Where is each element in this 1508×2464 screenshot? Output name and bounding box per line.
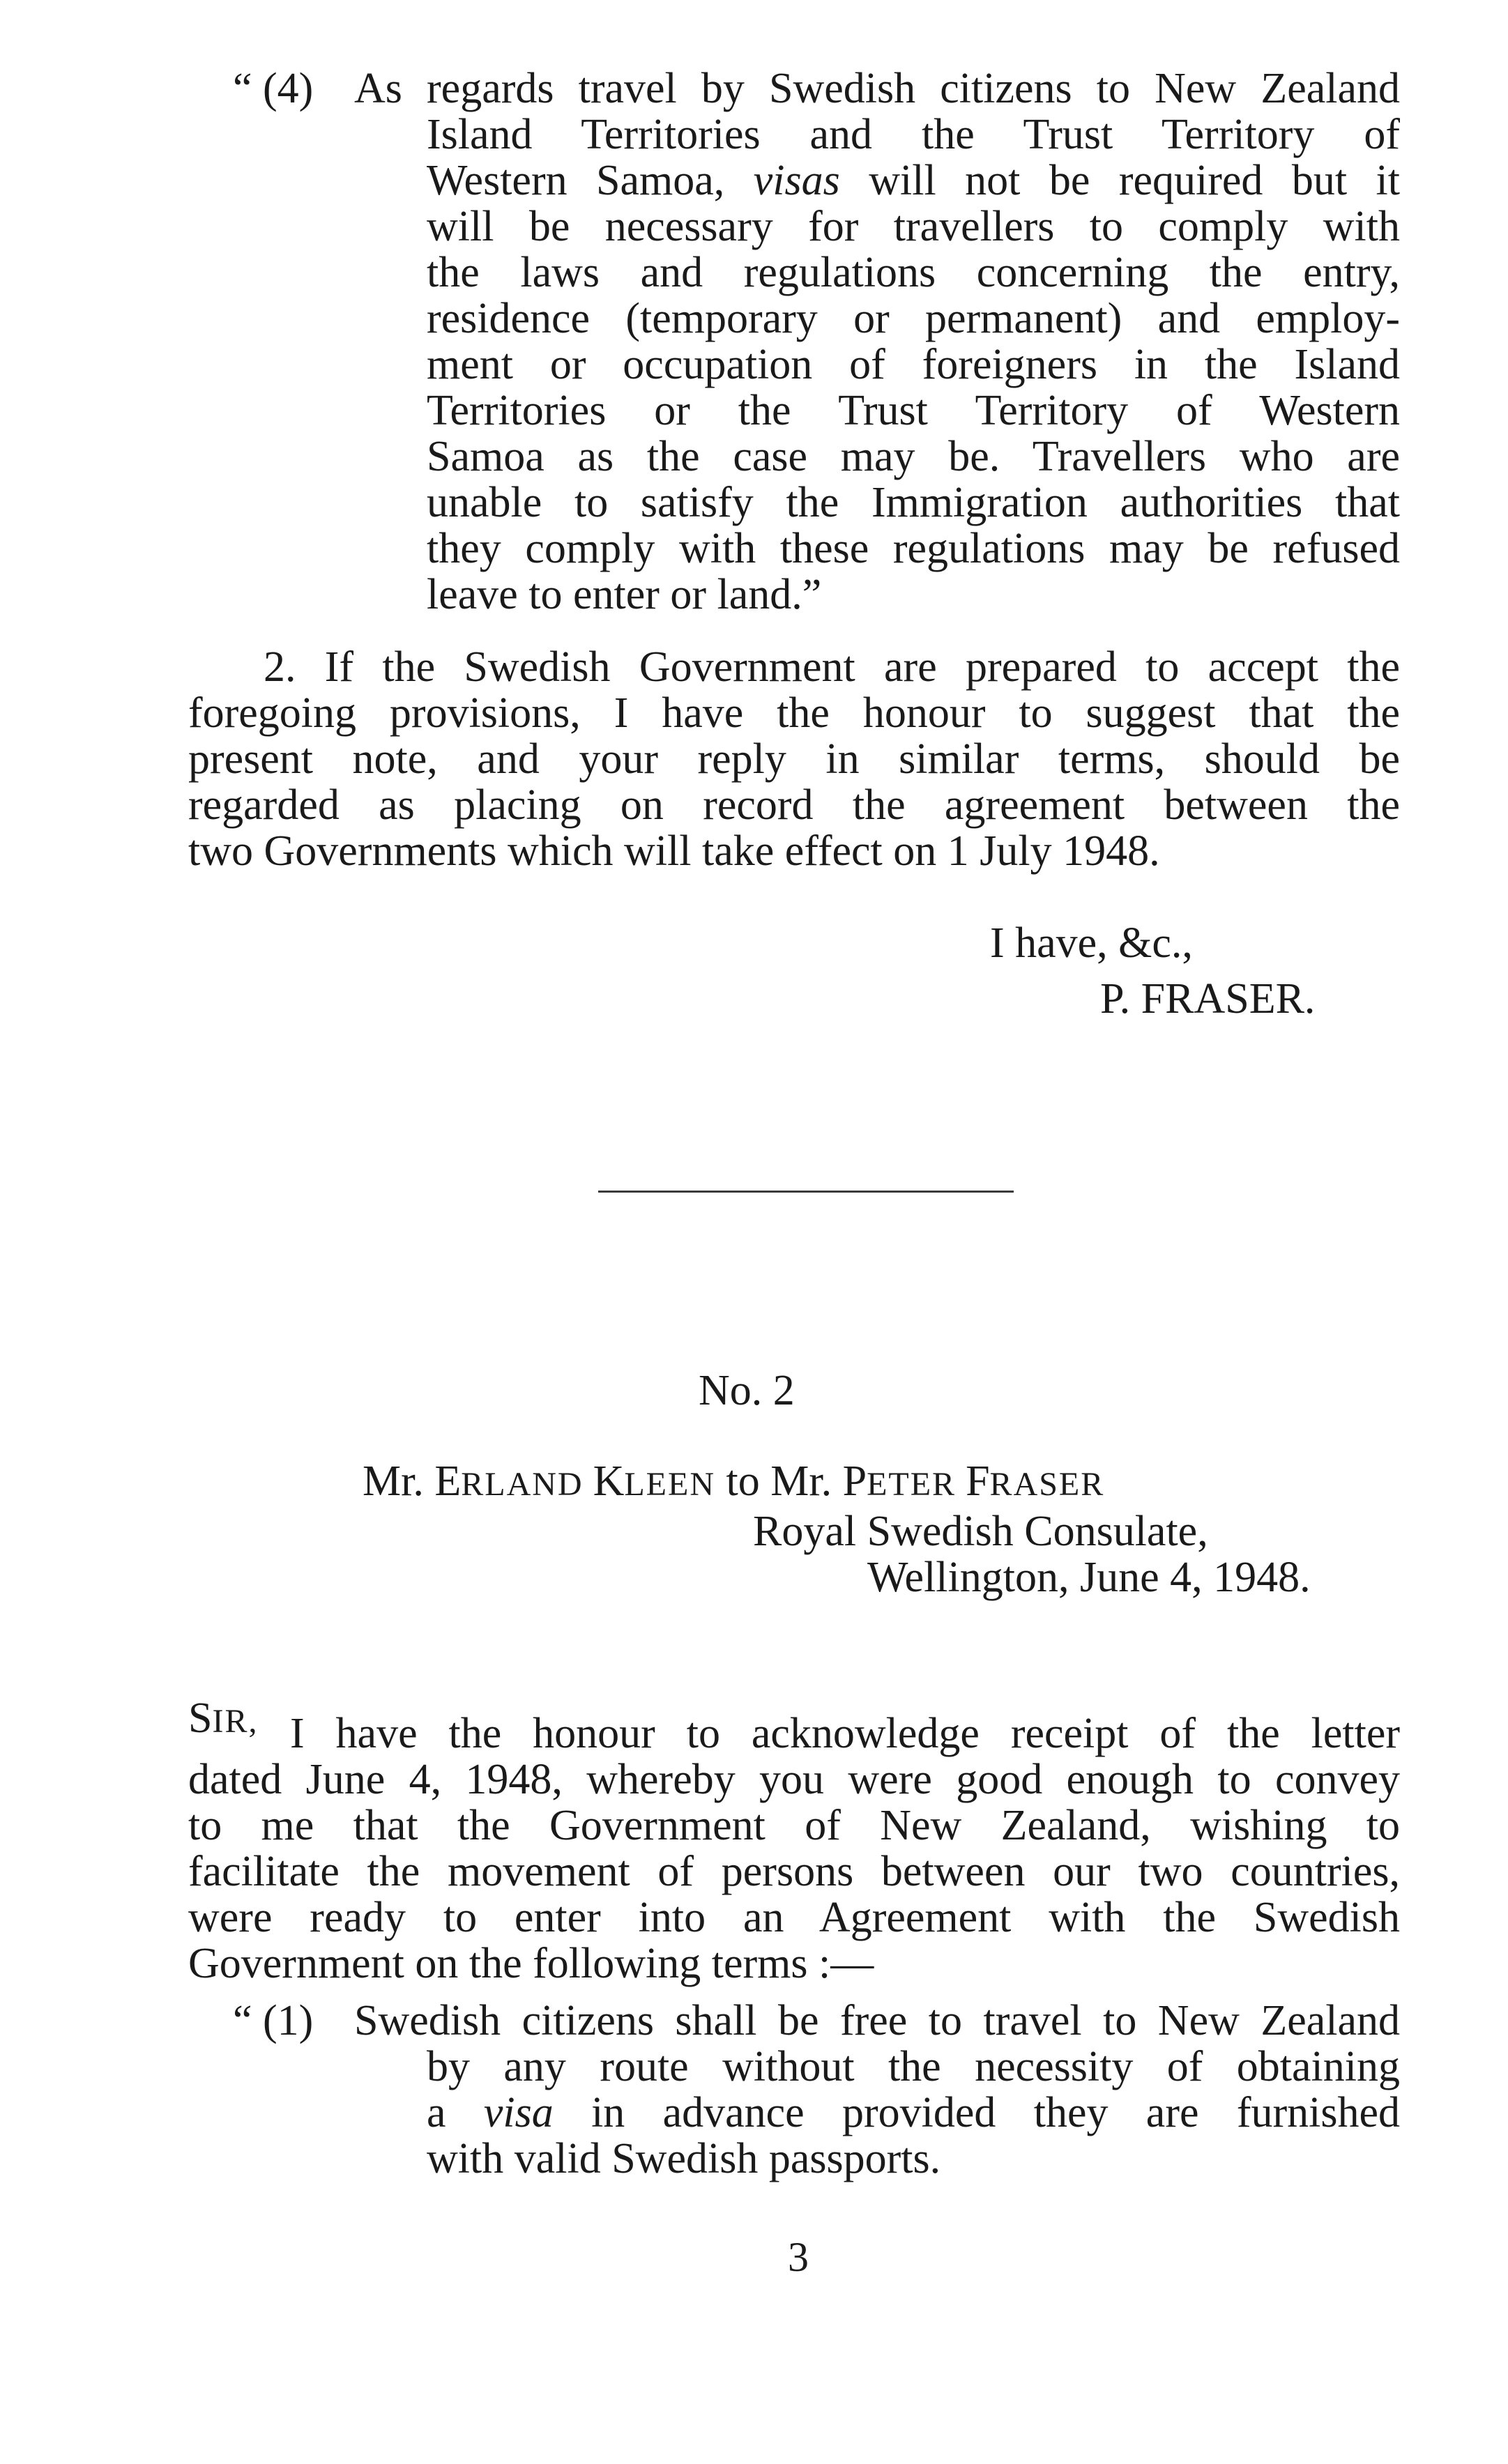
heading-part: P [842,1457,867,1505]
heading-part: RASER [989,1466,1105,1503]
heading-part: to [715,1457,771,1505]
clause-4-line-3 [427,158,1400,204]
clause-4-line-10: unable to satisfy the Immigration authorities that [427,479,1400,526]
clause-4-line-11: they comply with these regulations may be refused [427,525,1400,572]
clause-4-line-4: will be necessary for travellers to comply with [427,203,1400,250]
visas-italic: visas [753,157,840,204]
heading-part: E [434,1457,462,1505]
body-line-1: I have the honour to acknowledge receipt of the letter [290,1710,1400,1757]
para-2-line-5: two Governments which will take effect on 1 July 1948. [188,827,1160,875]
body-line-6: Government on the following terms :— [188,1940,874,1987]
para-2-line-4: regarded as placing on record the agreement between the [188,781,1400,829]
heading-part: LEEN [624,1466,715,1503]
salutation-rest: IR, [212,1703,259,1740]
para-2-line-1: 2. If the Swedish Government are prepared to accept the [264,643,1400,691]
body-line-3: to me that the Government of New Zealand, wishing to [188,1802,1400,1849]
clause-4-line-3-b: will not be required but it [839,157,1400,204]
heading-part: r. [809,1457,843,1505]
heading-part: K [593,1457,625,1505]
heading-part: r. [401,1457,435,1505]
section-divider [598,1191,1014,1193]
page-number: 3 [788,2234,809,2280]
para-2-line-3: present note, and your reply in similar terms, should be [188,735,1400,783]
clause-4-line-5: the laws and regulations concerning the entry, [427,249,1400,296]
clause-4-line-12: leave to enter or land.” [427,571,822,618]
heading-part: RLAND [461,1466,593,1503]
visa-italic: visa [483,2089,554,2136]
heading-part: M [363,1457,402,1505]
document-number: No. 2 [699,1367,795,1414]
salutation [188,1695,258,1745]
clause-4-line-7: ment or occupation of foreigners in the Island [427,341,1400,388]
clause-1-line-3-b: in advance provided they are furnished [553,2089,1400,2136]
clause-1-line-2: by any route without the necessity of obtaining [427,2043,1400,2090]
body-line-5: were ready to enter into an Agreement with the Swedish [188,1894,1400,1941]
clause-1-line-3-a: a [427,2089,484,2136]
heading-part: F [966,1457,990,1505]
body-line-2: dated June 4, 1948, whereby you were good enough to convey [188,1756,1400,1803]
salutation-initial: S [188,1694,213,1742]
clause-1-line-1: Swedish citizens shall be free to travel to New Zealand [354,1997,1400,2044]
address-line-1: Royal Swedish Consulate, [753,1508,1208,1555]
body-line-4: facilitate the movement of persons between our two countries, [188,1848,1400,1895]
clause-4-line-3-a: Western Samoa, [427,157,754,204]
clause-1-line-4: with valid Swedish passports. [427,2135,941,2182]
address-line-2: Wellington, June 4, 1948. [867,1554,1311,1601]
correspondence-heading [363,1458,1104,1508]
clause-4-line-9: Samoa as the case may be. Travellers who are [427,433,1400,480]
clause-4-marker: “ (4) [233,65,314,112]
clause-4-line-8: Territories or the Trust Territory of Western [427,387,1400,434]
heading-part: M [770,1457,809,1505]
clause-4-line-1: As regards travel by Swedish citizens to New Zealand [354,65,1400,112]
clause-4-line-2: Island Territories and the Trust Territory of [427,111,1400,158]
heading-part: ETER [867,1466,966,1503]
clause-1-marker: “ (1) [233,1997,314,2044]
clause-1-line-3 [427,2090,1400,2136]
clause-4-line-6: residence (temporary or permanent) and employ- [427,295,1400,342]
valediction: I have, &c., [990,919,1193,967]
signature: P. FRASER. [1100,975,1316,1023]
para-2-line-2: foregoing provisions, I have the honour to suggest that the [188,689,1400,737]
